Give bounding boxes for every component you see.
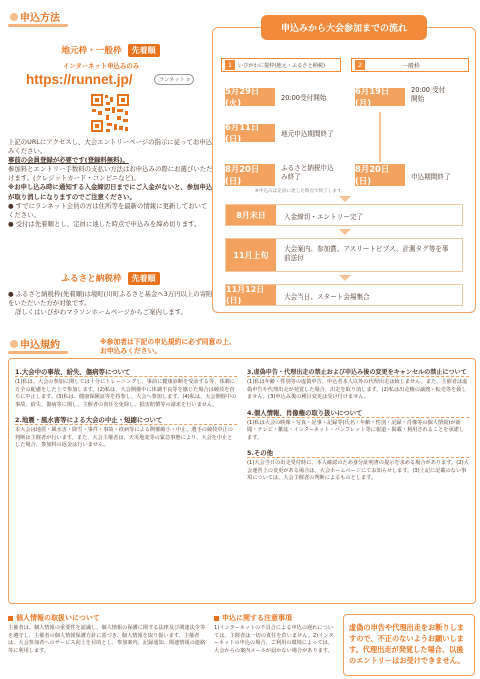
event-general-start: 20:00 受付開始 xyxy=(411,86,446,103)
heading-underline-2 xyxy=(8,351,68,354)
caution-text: 1)インターネットの不具合による申込の遅れについては、主催者は一切の責任を負いません。2)インターネットの申込の場合、ご利用の環境によっては、大会からの案内メールが届かない場合があります。 xyxy=(214,625,334,654)
event-local-start: 20:00受付開始 xyxy=(281,94,327,102)
caution-heading: 申込に関する注意事項 xyxy=(214,613,336,623)
rules-panel xyxy=(8,358,476,604)
rule-heading-1: 1.大会中の事故、紛失、傷病等について xyxy=(15,367,237,377)
flow-panel xyxy=(212,24,476,313)
privacy-text: 主催者は、個人情報の重要性を認識し、個人情報の保護に関する法律及び関連法令等を遵守し、主催者の個人情報保護方針に基づき、個人情報を取り扱います。主催者は、大会参加者へのサービス向上を目的とし、参加案内、記録通知、関連情報の連絡等に利用します。 xyxy=(8,625,206,654)
heading-dot-icon-2 xyxy=(10,340,18,348)
flow-note: ※申込みは定員に達した時点で終了します。 xyxy=(255,189,346,194)
privacy-heading: 個人情報の取扱いについて xyxy=(8,613,208,623)
event-general-end: 申込期間終了 xyxy=(411,173,451,181)
down-arrow-icon-3 xyxy=(339,275,351,281)
rules-intro: ※参加者は下記の申込規約に必ず同意の上、お申込みください。 xyxy=(100,338,236,356)
warning-box: 虚偽の申告や代理出走をお断りしますので、不正のないようお願いします。代理出走が発覚した場合、以後のエントリーはお受けできません。 xyxy=(343,614,475,676)
runnet-url[interactable]: https://runnet.jp/ xyxy=(26,72,133,87)
event-furusato-end: ふるさと納税申込み終了 xyxy=(281,164,334,181)
rules-heading: 申込規約 xyxy=(10,336,60,351)
internet-label: インターネット申込みのみ xyxy=(63,62,140,70)
rules-left-col xyxy=(15,367,237,450)
first-come-badge: 先着順 xyxy=(128,44,160,57)
rule-text-3: (1)私は年齢・性別等の虚偽申告、申込者本人以外の代理出走は致しません。また、主催者は虚偽申告や代理出走が発覚した場合、出走を取り消します。(2)私は出走権の譲渡・転売等を致しません。(3)申込み後の種目変更は受け付けません。 xyxy=(247,379,468,401)
method-instructions: 上記のURLにアクセスし、大会エントリーページの指示に従ってお申込みください。 事前の会員登録が必要です(登録料無料)。 参加料とエントリー手数料の支払い方法はお申込みの際にお選びいただけます。(クレジットカード・コンビニなど)。 ※お申し込み時に通知する入金締切日までにご入金がないと、参加申込が取り消しになりますのでご注意ください。 ● すでにランネット会員の方は住所等を最新の情報に更新しておいてください。 ● 受付は先着順とし、定員に達した時点で申込みを締め切ります。 xyxy=(8,138,213,228)
timeline-connector xyxy=(379,112,381,162)
furusato-text: ● ふるさと納税枠(先着順)は境町(川町ふるさと基金へ3万円以上の寄附をいただいた方が対象です。 詳しくはいびがわマラソンホームページからご案内します。 xyxy=(8,290,213,317)
rule-heading-5: 5.その他 xyxy=(247,448,469,458)
rule-text-5: (1)大会当日の出走受付時に、本人確認のため身分証明書の提示を求める場合があります。(2)大会運営上の変更がある場合は、大会ホームページにてお知らせします。(3)上記に記載のない事項については、大会主催者の判断によるものとします。 xyxy=(247,460,469,482)
rules-right-col xyxy=(247,367,469,483)
band-race-day: 11月12日(日) 大会当日、スタート会場集合 xyxy=(225,284,463,306)
date-local-start: 5月29日(火) xyxy=(225,88,275,106)
rule-text-1: (1)私は、大会の参加に関しては十分にトレーニングし、事前に健康診断を受診する等、体調に万全の配慮をした上で参加します。(2)私は、大会開催中に体調不良等を感じた場合は競技を直ちに中止します。(3)私は、健康保険証等を持参し、大会へ参加します。(4)私は、大会開催中の事故、紛失、傷病等に関し、主催者の責任を免除し、損害賠償等の請求を行いません。 xyxy=(15,379,237,408)
rule-text-4: (1)私は大会の映像・写真・記事・記録等(氏名・年齢・性別・記録・肖像等の個人情報)が新聞・テレビ・雑誌・インターネット・パンフレット等に報道・掲載・利用されることを承諾します。 xyxy=(247,419,465,441)
col-head-local: 1 いびがわに提枠(地元・ふるさと納税) xyxy=(221,58,341,72)
runnet-search-box[interactable]: ランネット ⌕ xyxy=(154,74,194,85)
heading-underline xyxy=(8,24,68,27)
date-furusato-end: 8月20日(日) xyxy=(225,164,275,186)
search-icon: ⌕ xyxy=(186,75,190,83)
caution-section xyxy=(214,613,336,655)
furusato-line: ふるさと納税枠 先着順 xyxy=(8,272,213,285)
first-come-badge-2: 先着順 xyxy=(128,272,160,285)
qr-code-icon xyxy=(90,93,130,133)
date-local-end: 6月11日(日) xyxy=(225,124,275,142)
band-payment: 8月末日 入金締切・エントリー完了 xyxy=(225,204,463,226)
event-local-end: 地元申込期間終了 xyxy=(281,130,334,138)
rule-heading-2: 2.地震・風水害等による大会の中止・短縮について xyxy=(15,415,237,425)
rule-text-2: 本大会は地震・風水害・降雪・事件・事故・疫病等による開催縮小・中止、選手の競技中止の判断は主催者が行います。また、大会主催者は、天災地変等の緊急事態により、大会を中止とした場合、参加料の返金は行いません。 xyxy=(15,427,233,449)
date-general-start: 6月19日(月) xyxy=(355,88,405,106)
col-head-general: 2 一般枠 xyxy=(351,58,469,72)
method-heading: 申込方法 xyxy=(10,9,60,24)
date-general-end: 8月20日(日) xyxy=(355,164,405,186)
privacy-section xyxy=(8,613,208,655)
down-arrow-icon xyxy=(339,196,351,202)
rule-heading-4: 4.個人情報、肖像権の取り扱いについて xyxy=(247,408,469,418)
square-bullet-icon-2 xyxy=(214,616,219,621)
band-mailing: 11月上旬 大会案内、参加賞、アスリートビブス、計測タグ等を事前送付 xyxy=(225,238,463,272)
rule-heading-3: 3.虚偽申告・代理出走の禁止および申込み後の変更をキャンセルの禁止について xyxy=(247,367,469,377)
heading-dot-icon xyxy=(10,13,18,21)
down-arrow-icon-2 xyxy=(339,229,351,235)
square-bullet-icon xyxy=(8,616,13,621)
flow-title: 申込みから大会参加までの流れ xyxy=(213,15,475,40)
local-general-line: 地元枠・一般枠 先着順 xyxy=(8,44,213,57)
